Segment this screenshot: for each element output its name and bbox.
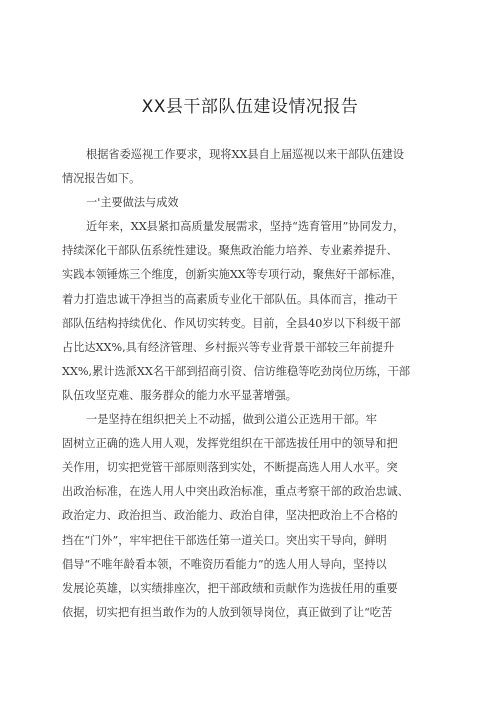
paragraph-line: XX%,累计选派XX名干部到招商引资、信访维稳等吃劲岗位历练，干部 (62, 364, 411, 378)
paragraph-line: 固树立正确的选人用人观，发挥党组织在干部选拔任用中的领导和把 (62, 437, 398, 451)
document-title: XX县干部队伍建设情况报告 (141, 97, 359, 117)
paragraph-line: 根据省委巡视工作要求，现将XX县自上届巡视以来干部队伍建设 (86, 148, 404, 161)
paragraph-line: 着力打造忠诚干净担当的高素质专业化干部队伍。具体而言，推动干 (62, 292, 398, 306)
document-body (62, 143, 440, 625)
paragraph-line: 一是坚持在组织把关上不动摇，做到公道公正选用干部。牢 (86, 413, 377, 427)
paragraph-line: 部队伍结构持续优化、作风切实转变。目前，全县40岁以下科级干部 (62, 316, 401, 330)
paragraph-line: 依据，切实把有担当敢作为的人放到领导岗位，真正做到了让“吃苦 (62, 605, 393, 619)
paragraph-line: 占比达XX%,具有经济管理、乡村振兴等专业背景干部较三年前提升 (62, 340, 395, 354)
paragraph-line: 关作用，切实把党管干部原则落到实处，不断提高选人用人水平。突 (62, 461, 398, 475)
paragraph-line: 政治定力、政治担当、政治能力、政治自律，坚决把政治上不合格的 (62, 509, 398, 523)
paragraph-line: 挡在“门外”，牢牢把住干部选任第一道关口。突出实干导向，鲜明 (62, 533, 387, 547)
paragraph-line: 情况报告如下。 (62, 172, 141, 186)
paragraph-line: 持续深化干部队伍系统性建设。聚焦政治能力培养、专业素养提升、 (62, 244, 398, 258)
paragraph-line: 队伍攻坚克难、服务群众的能力水平显著增强。 (62, 388, 297, 402)
paragraph-line: 实践本领锤炼三个维度，创新实施XX等专项行动，聚焦好干部标准， (62, 268, 403, 282)
paragraph-line: 发展论英雄，以实绩排座次，把干部政绩和贡献作为选拔任用的重要 (62, 581, 398, 595)
paragraph-line: 出政治标准，在选人用人中突出政治标准，重点考察干部的政治忠诚、 (62, 485, 409, 499)
paragraph-line: 近年来，XX县紧扣高质量发展需求，坚持“选育管用”协同发力， (86, 220, 405, 234)
section-heading: 一'主要做法与成效 (86, 196, 179, 210)
paragraph-line: 倡导“不唯年龄看本领，不唯资历看能力”的选人用人导向，坚持以 (62, 557, 387, 571)
